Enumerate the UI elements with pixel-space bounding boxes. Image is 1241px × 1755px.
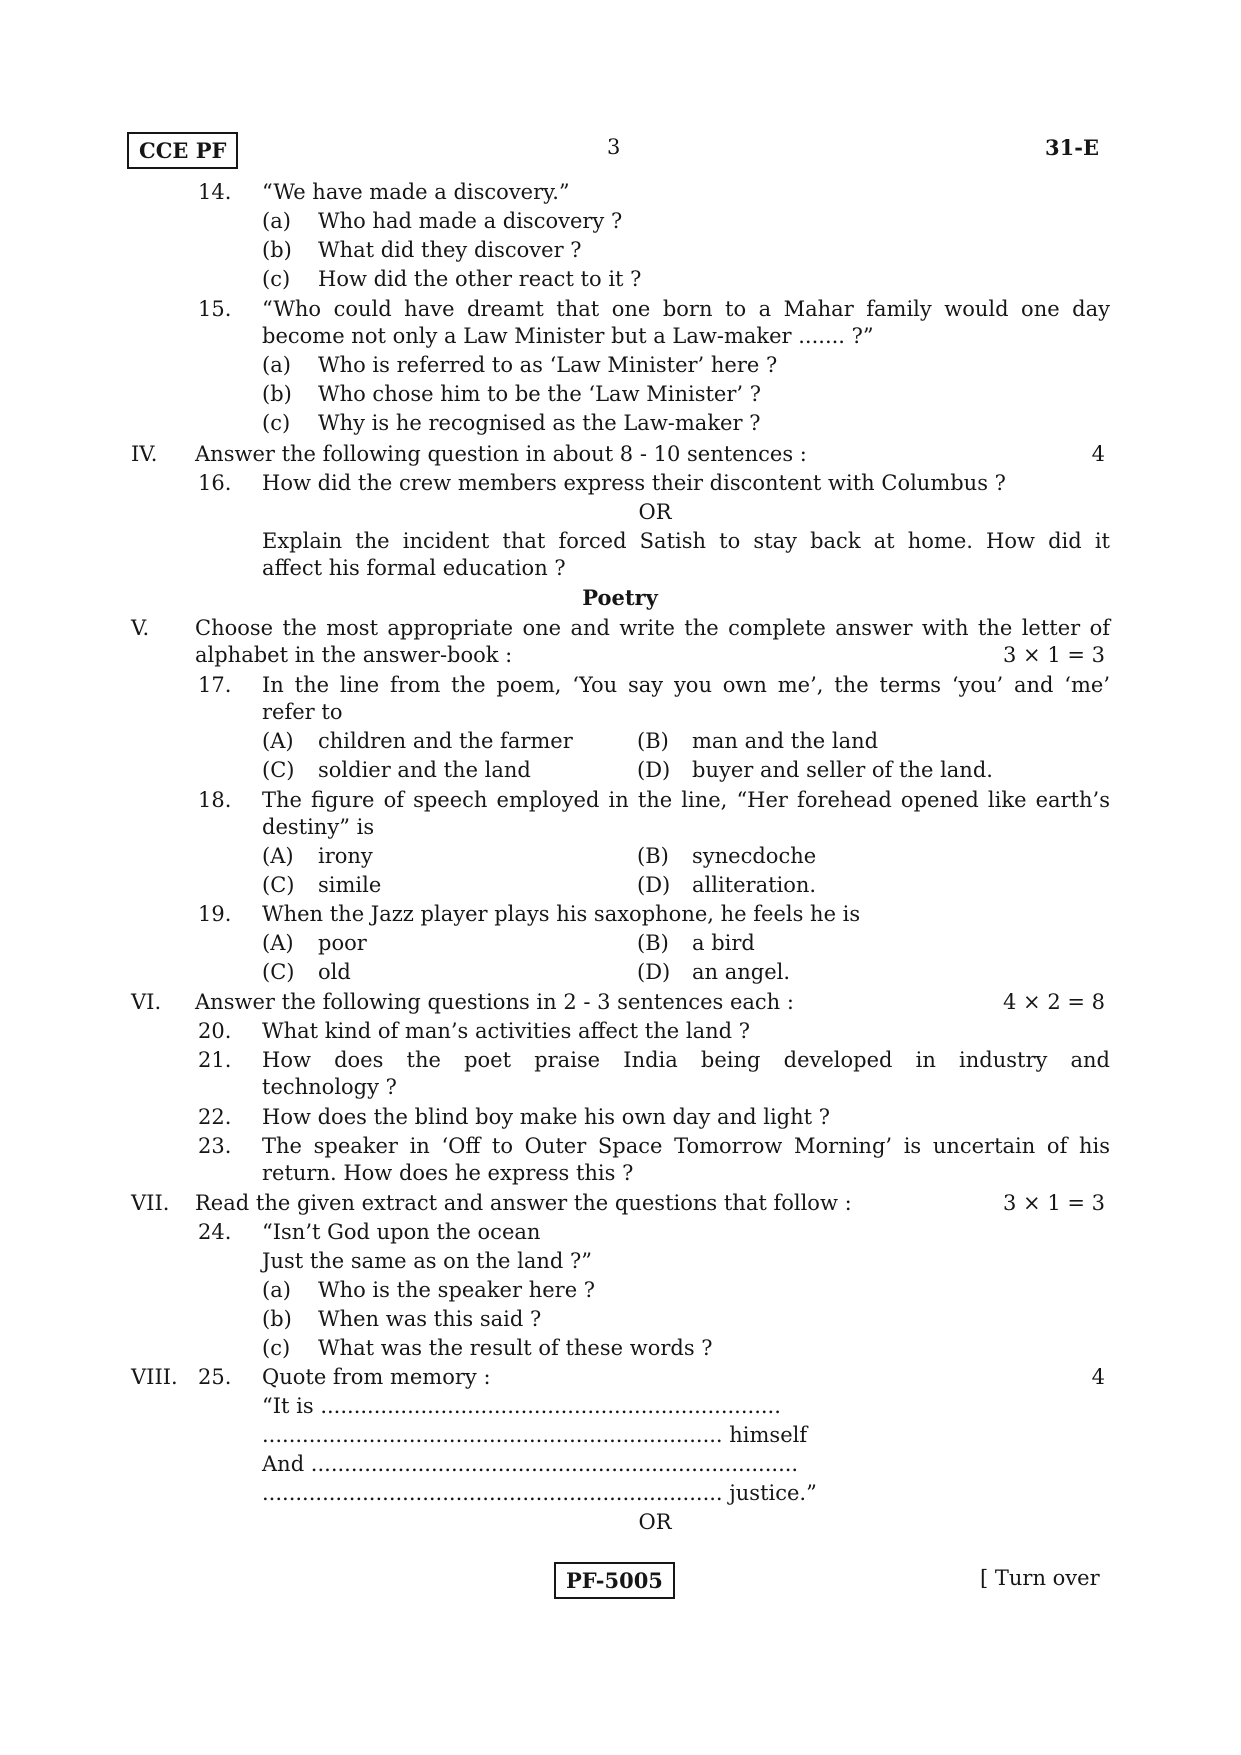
- question-text: How does the blind boy make his own day and light ?: [262, 1105, 830, 1129]
- section-number: VII.: [131, 1191, 170, 1215]
- option-label: (B): [637, 931, 669, 955]
- or-divider: OR: [638, 500, 672, 524]
- question-text: How did the crew members express their discontent with Columbus ?: [262, 471, 1006, 495]
- question-text: How does the poet praise India being developed in industry and: [262, 1048, 1110, 1072]
- option-label: (B): [637, 729, 669, 753]
- section-number: IV.: [131, 442, 158, 466]
- question-text: affect his formal education ?: [262, 556, 566, 580]
- option-label: (C): [262, 758, 295, 782]
- section-number: VI.: [131, 990, 162, 1014]
- section-number: VIII.: [131, 1365, 178, 1389]
- section-marks: 3 × 1 = 3: [1003, 643, 1105, 667]
- section-instruction: Quote from memory :: [262, 1365, 491, 1389]
- section-instruction: Answer the following questions in 2 - 3 sentences each :: [195, 990, 794, 1014]
- extract-line: “Isn’t God upon the ocean: [262, 1220, 541, 1244]
- question-number: 14.: [198, 180, 232, 204]
- option-text: children and the farmer: [318, 729, 573, 753]
- part-label: (c): [262, 411, 291, 435]
- footer-code-box: PF-5005: [554, 1562, 675, 1599]
- section-instruction: Read the given extract and answer the questions that follow :: [195, 1191, 852, 1215]
- question-number: 20.: [198, 1019, 232, 1043]
- option-label: (A): [262, 931, 294, 955]
- question-text: “Who could have dreamt that one born to a Mahar family would one day: [262, 297, 1110, 321]
- option-text: simile: [318, 873, 382, 897]
- page-number: 3: [607, 135, 621, 159]
- part-text: Who is the speaker here ?: [318, 1278, 596, 1302]
- option-text: an angel.: [692, 960, 791, 984]
- option-label: (A): [262, 844, 294, 868]
- part-text: Who had made a discovery ?: [318, 209, 623, 233]
- option-text: soldier and the land: [318, 758, 531, 782]
- part-label: (c): [262, 1336, 291, 1360]
- part-label: (c): [262, 267, 291, 291]
- question-text: In the line from the poem, ‘You say you own me’, the terms ‘you’ and ‘me’: [262, 673, 1110, 697]
- question-text: The figure of speech employed in the line, “Her forehead opened like earth’s: [262, 788, 1110, 812]
- header-code-box: CCE PF: [127, 132, 238, 169]
- quote-line: ..................................................................... himself: [262, 1423, 808, 1447]
- section-instruction: alphabet in the answer-book :: [195, 643, 513, 667]
- part-label: (a): [262, 1278, 291, 1302]
- question-text: “We have made a discovery.”: [262, 180, 570, 204]
- question-number: 17.: [198, 673, 232, 697]
- question-text: What kind of man’s activities affect the land ?: [262, 1019, 751, 1043]
- option-label: (C): [262, 873, 295, 897]
- option-label: (D): [637, 873, 671, 897]
- question-number: 16.: [198, 471, 232, 495]
- section-marks: 4: [1091, 1365, 1105, 1389]
- part-text: How did the other react to it ?: [318, 267, 642, 291]
- part-text: Why is he recognised as the Law-maker ?: [318, 411, 761, 435]
- question-text: return. How does he express this ?: [262, 1161, 634, 1185]
- option-label: (A): [262, 729, 294, 753]
- part-label: (a): [262, 353, 291, 377]
- part-text: What did they discover ?: [318, 238, 582, 262]
- option-text: a bird: [692, 931, 755, 955]
- extract-line: Just the same as on the land ?”: [262, 1249, 592, 1273]
- question-number: 21.: [198, 1048, 232, 1072]
- part-label: (a): [262, 209, 291, 233]
- question-text: When the Jazz player plays his saxophone, he feels he is: [262, 902, 861, 926]
- section-marks: 4 × 2 = 8: [1003, 990, 1105, 1014]
- quote-line: And .........................................................................: [262, 1452, 799, 1476]
- part-text: Who chose him to be the ‘Law Minister’ ?: [318, 382, 761, 406]
- option-text: man and the land: [692, 729, 879, 753]
- question-number: 24.: [198, 1220, 232, 1244]
- turn-over-note: [ Turn over: [980, 1566, 1100, 1590]
- question-text: The speaker in ‘Off to Outer Space Tomorrow Morning’ is uncertain of his: [262, 1134, 1110, 1158]
- section-marks: 4: [1091, 442, 1105, 466]
- option-label: (D): [637, 758, 671, 782]
- question-number: 25.: [198, 1365, 232, 1389]
- question-text: refer to: [262, 700, 343, 724]
- question-number: 22.: [198, 1105, 232, 1129]
- part-label: (b): [262, 1307, 292, 1331]
- option-text: poor: [318, 931, 367, 955]
- section-instruction: Answer the following question in about 8 - 10 sentences :: [195, 442, 807, 466]
- question-number: 19.: [198, 902, 232, 926]
- option-text: alliteration.: [692, 873, 817, 897]
- option-label: (C): [262, 960, 295, 984]
- question-text: Explain the incident that forced Satish to stay back at home. How did it: [262, 529, 1110, 553]
- section-heading-poetry: Poetry: [582, 585, 658, 610]
- question-text: destiny” is: [262, 815, 375, 839]
- section-instruction: Choose the most appropriate one and write the complete answer with the letter of: [195, 616, 1110, 640]
- quote-line: ..................................................................... justice.”: [262, 1481, 817, 1505]
- option-label: (D): [637, 960, 671, 984]
- section-number: V.: [131, 616, 150, 640]
- question-text: technology ?: [262, 1075, 397, 1099]
- part-text: What was the result of these words ?: [318, 1336, 713, 1360]
- part-label: (b): [262, 238, 292, 262]
- question-number: 18.: [198, 788, 232, 812]
- option-label: (B): [637, 844, 669, 868]
- question-number: 15.: [198, 297, 232, 321]
- quote-line: “It is .....................................................................: [262, 1394, 781, 1418]
- option-text: irony: [318, 844, 373, 868]
- option-text: buyer and seller of the land.: [692, 758, 993, 782]
- option-text: old: [318, 960, 351, 984]
- part-text: When was this said ?: [318, 1307, 542, 1331]
- part-text: Who is referred to as ‘Law Minister’ here ?: [318, 353, 778, 377]
- paper-code: 31-E: [1045, 135, 1099, 160]
- question-text: become not only a Law Minister but a Law-maker ....... ?”: [262, 324, 874, 348]
- or-divider: OR: [638, 1510, 672, 1534]
- option-text: synecdoche: [692, 844, 817, 868]
- part-label: (b): [262, 382, 292, 406]
- section-marks: 3 × 1 = 3: [1003, 1191, 1105, 1215]
- question-number: 23.: [198, 1134, 232, 1158]
